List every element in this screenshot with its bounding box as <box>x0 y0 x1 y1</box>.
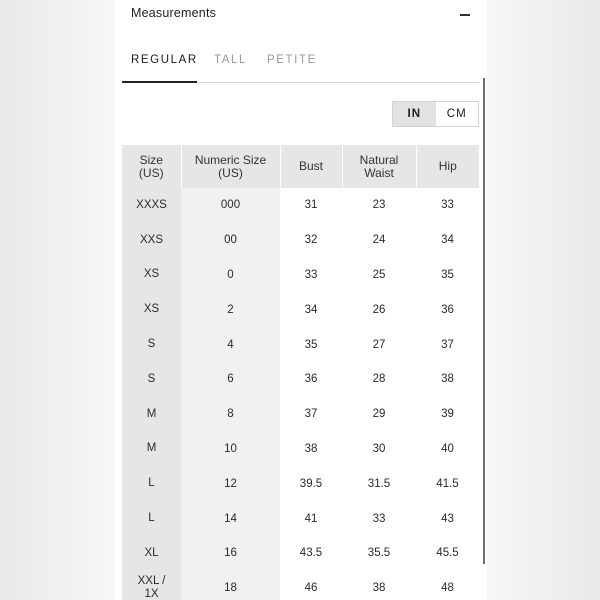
table-row <box>122 536 479 571</box>
size-cell: M <box>122 397 181 432</box>
bust-cell: 36 <box>280 362 342 397</box>
numeric-size-cell: 000 <box>181 188 280 223</box>
hip-cell: 36 <box>416 292 479 327</box>
unit-cm-button[interactable]: CM <box>436 102 479 126</box>
bust-cell: 41 <box>280 501 342 536</box>
table-row <box>122 571 479 600</box>
minus-icon[interactable] <box>460 14 470 16</box>
size-cell: XXS <box>122 223 181 258</box>
table-row <box>122 292 479 327</box>
size-cell: XS <box>122 292 181 327</box>
numeric-size-cell: 12 <box>181 466 280 501</box>
size-cell: XXL / 1X <box>122 571 181 600</box>
hip-cell: 33 <box>416 188 479 223</box>
size-cell: XL <box>122 536 181 571</box>
bust-cell: 38 <box>280 432 342 467</box>
section-title: Measurements <box>131 6 217 20</box>
hip-cell: 34 <box>416 223 479 258</box>
header-natural-waist-label: Natural Waist <box>359 152 399 180</box>
table-row <box>122 432 479 467</box>
fit-tabs <box>115 48 479 84</box>
numeric-size-cell: 10 <box>181 432 280 467</box>
waist-cell: 35.5 <box>342 536 416 571</box>
waist-cell: 27 <box>342 327 416 362</box>
size-cell: XS <box>122 258 181 293</box>
header-natural-waist <box>342 145 416 188</box>
header-hip <box>416 145 479 188</box>
bust-cell: 32 <box>280 223 342 258</box>
bust-cell: 33 <box>280 258 342 293</box>
size-cell: M <box>122 432 181 467</box>
bust-cell: 39.5 <box>280 466 342 501</box>
header-numeric-size <box>181 145 280 188</box>
header-size-label: Size (US) <box>138 152 164 180</box>
hip-cell: 40 <box>416 432 479 467</box>
hip-cell: 38 <box>416 362 479 397</box>
tab-regular[interactable]: REGULAR <box>131 54 198 66</box>
size-cell: S <box>122 327 181 362</box>
numeric-size-cell: 16 <box>181 536 280 571</box>
table-body <box>122 188 479 600</box>
hip-cell: 39 <box>416 397 479 432</box>
header-bust-label: Bust <box>298 159 323 173</box>
size-cell: XXXS <box>122 188 181 223</box>
size-cell: S <box>122 362 181 397</box>
numeric-size-cell: 6 <box>181 362 280 397</box>
waist-cell: 30 <box>342 432 416 467</box>
numeric-size-cell: 2 <box>181 292 280 327</box>
scrollbar[interactable] <box>483 78 485 564</box>
waist-cell: 26 <box>342 292 416 327</box>
tab-petite[interactable]: PETITE <box>267 54 317 66</box>
bust-cell: 37 <box>280 397 342 432</box>
table-row <box>122 327 479 362</box>
unit-in-button[interactable]: IN <box>393 102 436 126</box>
table-row <box>122 501 479 536</box>
bust-cell: 31 <box>280 188 342 223</box>
waist-cell: 24 <box>342 223 416 258</box>
size-cell: L <box>122 466 181 501</box>
hip-cell: 35 <box>416 258 479 293</box>
numeric-size-cell: 18 <box>181 571 280 600</box>
table-row <box>122 223 479 258</box>
hip-cell: 43 <box>416 501 479 536</box>
header-bust <box>280 145 342 188</box>
size-cell: L <box>122 501 181 536</box>
table-row <box>122 188 479 223</box>
waist-cell: 23 <box>342 188 416 223</box>
table-row <box>122 258 479 293</box>
table-row <box>122 466 479 501</box>
table-row <box>122 397 479 432</box>
numeric-size-cell: 8 <box>181 397 280 432</box>
waist-cell: 31.5 <box>342 466 416 501</box>
hip-cell: 37 <box>416 327 479 362</box>
header-size <box>122 145 181 188</box>
table-header-row <box>122 145 479 188</box>
unit-toggle <box>392 101 479 127</box>
hip-cell: 48 <box>416 571 479 600</box>
bust-cell: 35 <box>280 327 342 362</box>
numeric-size-cell: 14 <box>181 501 280 536</box>
tab-tall[interactable]: TALL <box>214 54 248 66</box>
numeric-size-cell: 4 <box>181 327 280 362</box>
waist-cell: 29 <box>342 397 416 432</box>
active-tab-indicator <box>122 81 197 83</box>
waist-cell: 28 <box>342 362 416 397</box>
waist-cell: 33 <box>342 501 416 536</box>
size-chart-table <box>122 145 479 600</box>
hip-cell: 45.5 <box>416 536 479 571</box>
left-background <box>0 0 115 600</box>
bust-cell: 34 <box>280 292 342 327</box>
right-background <box>485 0 600 600</box>
bust-cell: 46 <box>280 571 342 600</box>
table-row <box>122 362 479 397</box>
hip-cell: 41.5 <box>416 466 479 501</box>
numeric-size-cell: 00 <box>181 223 280 258</box>
measurements-panel <box>115 0 487 600</box>
header-hip-label: Hip <box>438 159 457 173</box>
waist-cell: 38 <box>342 571 416 600</box>
bust-cell: 43.5 <box>280 536 342 571</box>
numeric-size-cell: 0 <box>181 258 280 293</box>
header-numeric-size-label: Numeric Size (US) <box>194 152 267 180</box>
waist-cell: 25 <box>342 258 416 293</box>
